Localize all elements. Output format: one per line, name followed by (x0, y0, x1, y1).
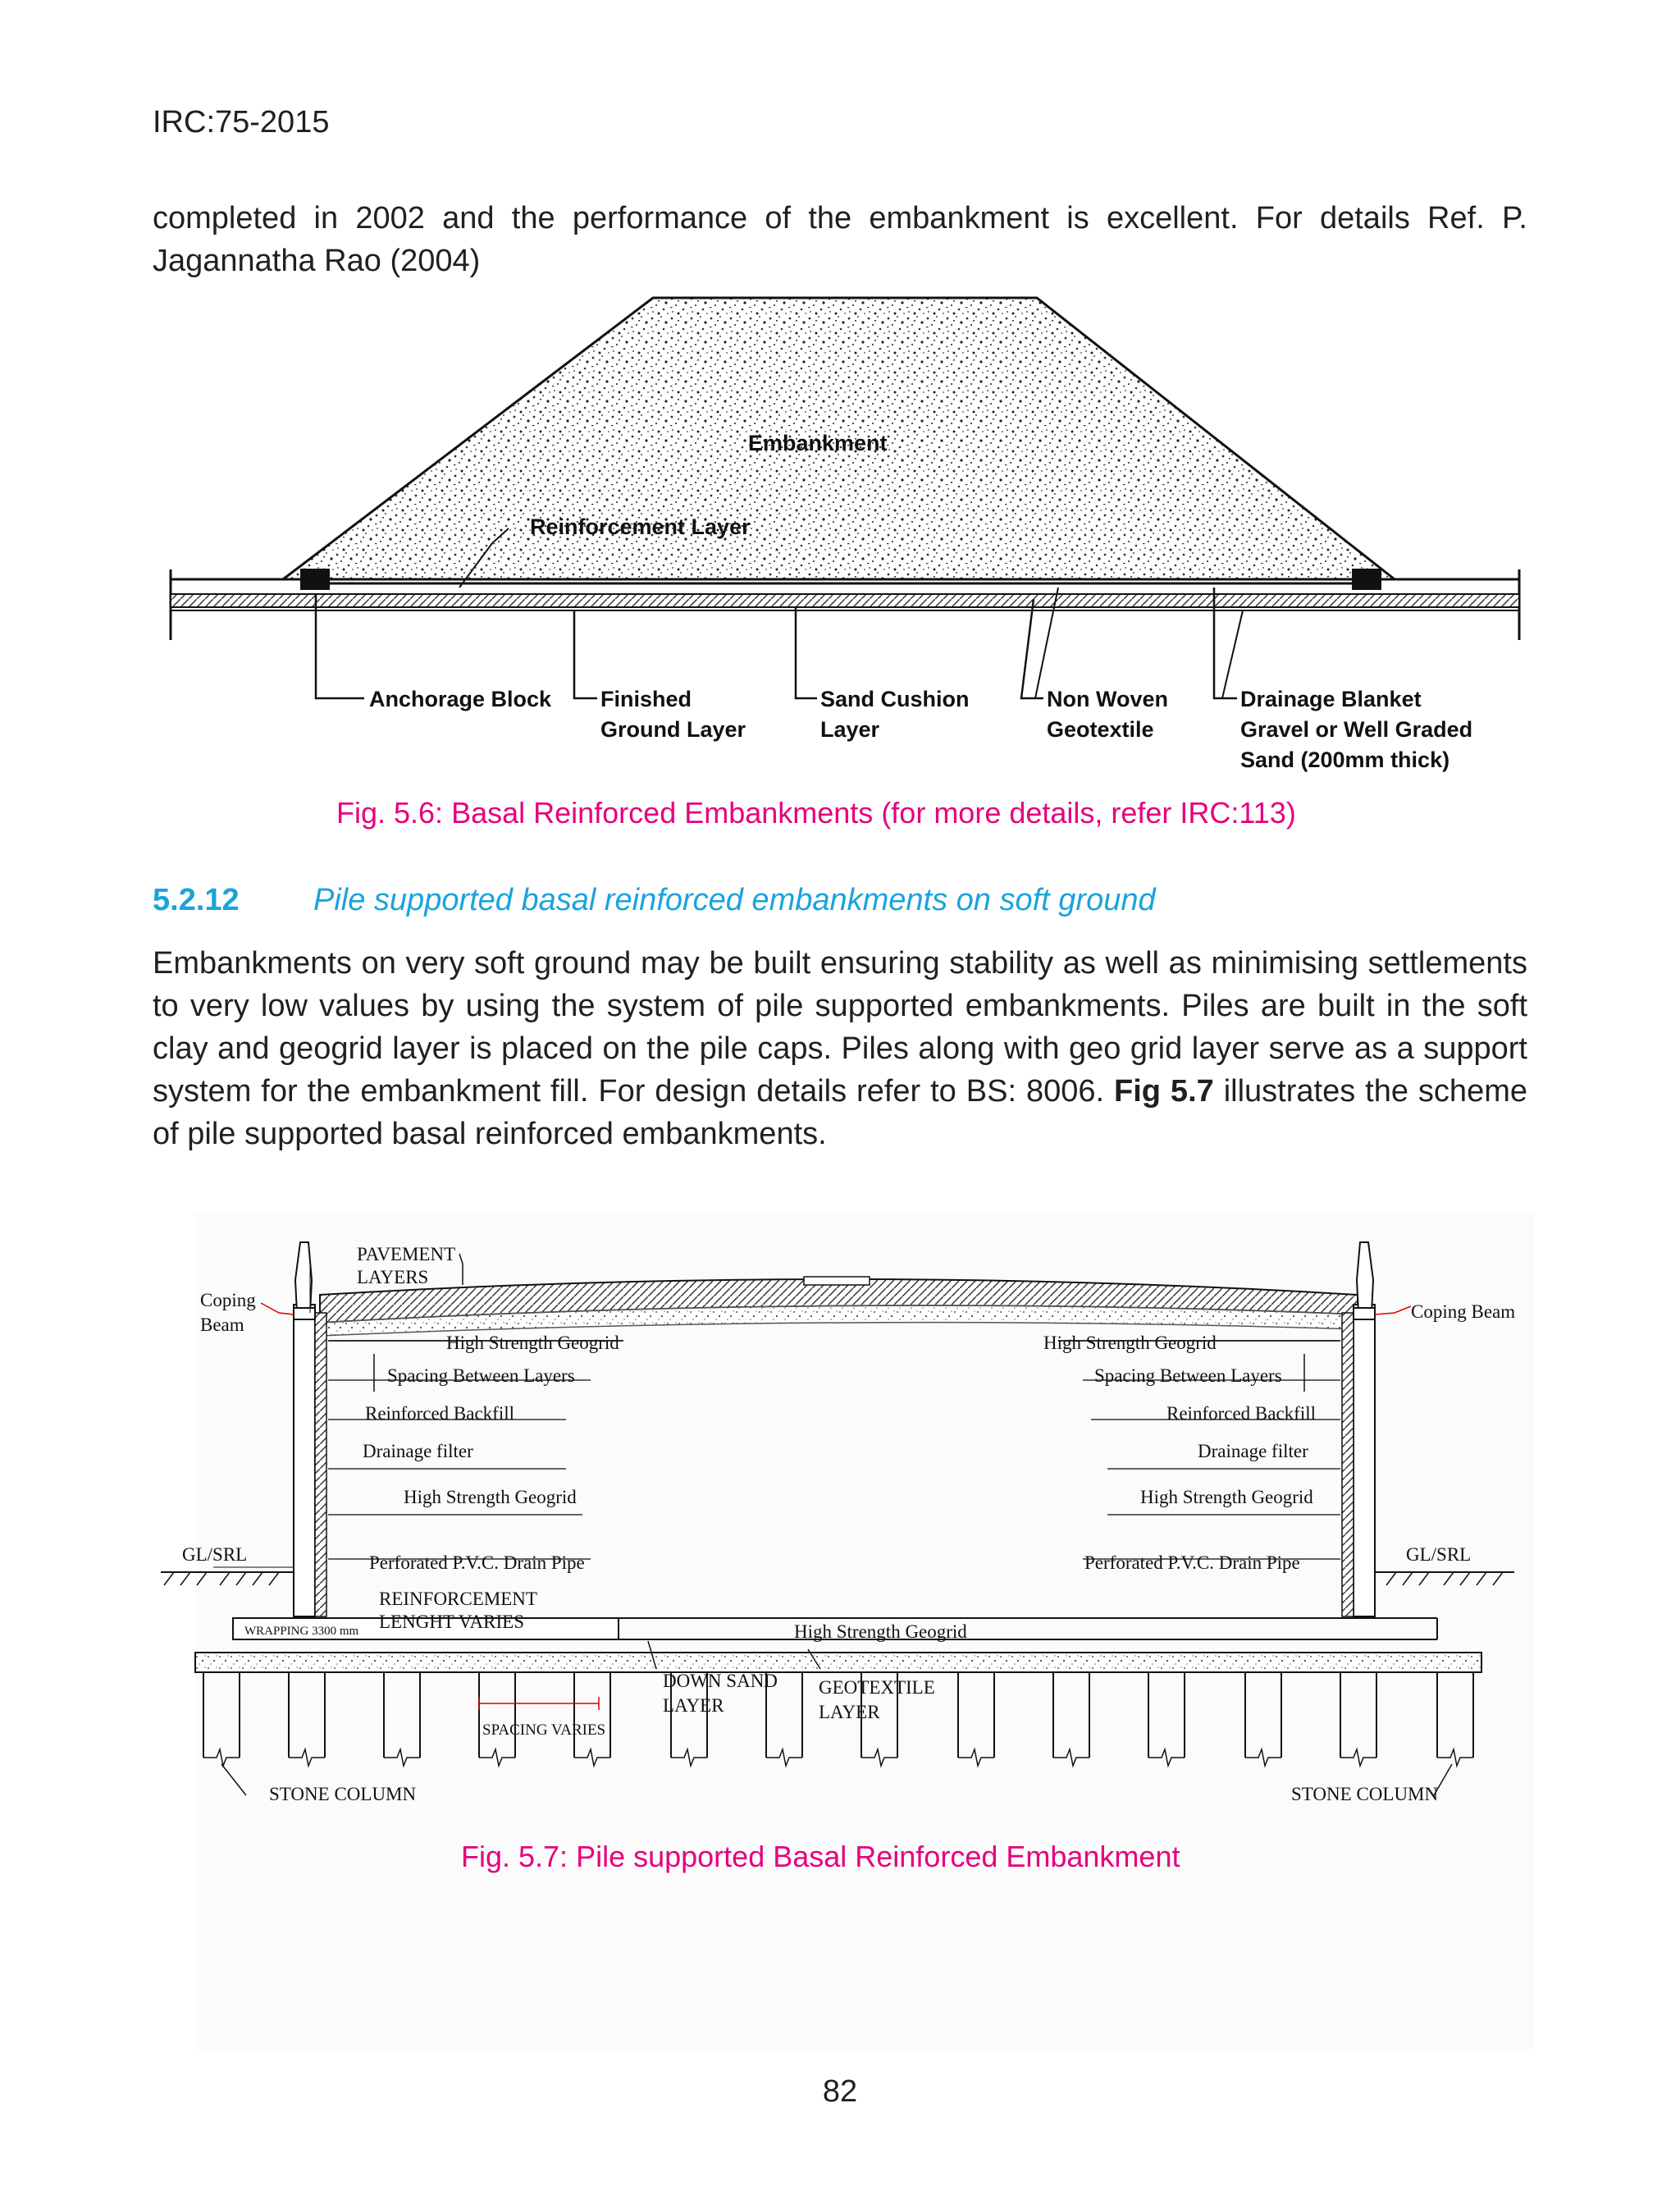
label-hsg-top-right: High Strength Geogrid (1043, 1333, 1217, 1353)
down-sand-layer (195, 1653, 1481, 1672)
body-text-before: Embankments on very soft ground may be built ensuring stability as well as minimising settlements to very low values by using the system of pile supported embankments. Piles are built in the soft clay and geogrid layer is placed on the pile caps. Piles along with geo grid layer serve as a support system for the embankment fill. For design details refer to BS: 8006. (153, 946, 1527, 1109)
label-reinforcement-layer: Reinforcement Layer (530, 514, 751, 539)
figure-5-6-caption: Fig. 5.6: Basal Reinforced Embankments (for more details, refer IRC:113) (336, 796, 1296, 830)
label-coping-left-2: Beam (200, 1314, 244, 1335)
label-geotextile-2: LAYER (819, 1702, 880, 1722)
label-down-sand-1: DOWN SAND (663, 1671, 778, 1691)
label-hsg-top-left: High Strength Geogrid (446, 1333, 619, 1353)
label-reinf-length-1: REINFORCEMENT (379, 1589, 537, 1609)
label-stone-column-left: STONE COLUMN (269, 1784, 417, 1804)
label-spacing-left: Spacing Between Layers (387, 1365, 575, 1386)
label-drainage-3: Sand (200mm thick) (1240, 748, 1450, 772)
figure-5-7-diagram (161, 1213, 1534, 2050)
label-hsg-base: High Strength Geogrid (794, 1621, 967, 1642)
label-stone-column-right: STONE COLUMN (1291, 1784, 1439, 1804)
label-pipe-right: Perforated P.V.C. Drain Pipe (1084, 1552, 1300, 1573)
label-wrapping: WRAPPING 3300 mm (244, 1625, 359, 1638)
label-finished-2: Ground Layer (600, 717, 746, 742)
label-pavement-2: LAYERS (357, 1267, 429, 1287)
label-gl-left: GL/SRL (182, 1544, 248, 1565)
body-text-after: illustrates the scheme of pile supported basal reinforced embankments. (153, 1074, 1527, 1151)
label-gl-right: GL/SRL (1406, 1544, 1472, 1565)
intro-paragraph: completed in 2002 and the performance of the embankment is excellent. For details Ref. P. Jagannatha Rao (2004) (153, 201, 1527, 278)
anchorage-block-left (300, 569, 330, 590)
embankment-section (171, 298, 1519, 772)
label-drain-filter-left: Drainage filter (363, 1441, 473, 1461)
label-backfill-right: Reinforced Backfill (1166, 1403, 1317, 1424)
label-reinf-length-2: LENGHT VARIES (379, 1612, 524, 1632)
label-hsg-mid-right: High Strength Geogrid (1140, 1487, 1313, 1507)
label-spacing-varies: SPACING VARIES (482, 1721, 606, 1739)
label-spacing-right: Spacing Between Layers (1094, 1365, 1282, 1386)
section-title: Pile supported basal reinforced embankments on soft ground (313, 883, 1156, 917)
label-coping-right: Coping Beam (1411, 1301, 1516, 1322)
figure-reference: Fig 5.7 (1114, 1074, 1214, 1109)
label-anchorage-block: Anchorage Block (369, 687, 552, 711)
sand-cushion-band (171, 594, 1519, 607)
body-paragraph (153, 942, 1527, 1155)
label-non-woven-1: Non Woven (1047, 687, 1168, 711)
section-number: 5.2.12 (153, 883, 240, 917)
document-code-header: IRC:75-2015 (153, 105, 330, 139)
label-pavement-1: PAVEMENT (357, 1244, 456, 1264)
label-non-woven-2: Geotextile (1047, 717, 1154, 742)
figure-5-7-caption: Fig. 5.7: Pile supported Basal Reinforced Embankment (461, 1840, 1180, 1873)
label-embankment: Embankment (748, 431, 888, 455)
label-hsg-mid-left: High Strength Geogrid (404, 1487, 577, 1507)
label-drainage-2: Gravel or Well Graded (1240, 717, 1473, 742)
label-pipe-left: Perforated P.V.C. Drain Pipe (369, 1552, 585, 1573)
label-down-sand-2: LAYER (663, 1695, 724, 1716)
label-geotextile-1: GEOTEXTILE (819, 1677, 935, 1698)
label-sand-cushion-2: Layer (820, 717, 880, 742)
label-drainage-1: Drainage Blanket (1240, 687, 1422, 711)
label-finished-1: Finished (600, 687, 692, 711)
label-sand-cushion-1: Sand Cushion (820, 687, 970, 711)
label-coping-left-1: Coping (200, 1290, 256, 1310)
anchorage-block-right (1352, 569, 1381, 590)
label-backfill-left: Reinforced Backfill (365, 1403, 515, 1424)
page-number: 82 (822, 2074, 858, 2109)
label-drain-filter-right: Drainage filter (1198, 1441, 1308, 1461)
